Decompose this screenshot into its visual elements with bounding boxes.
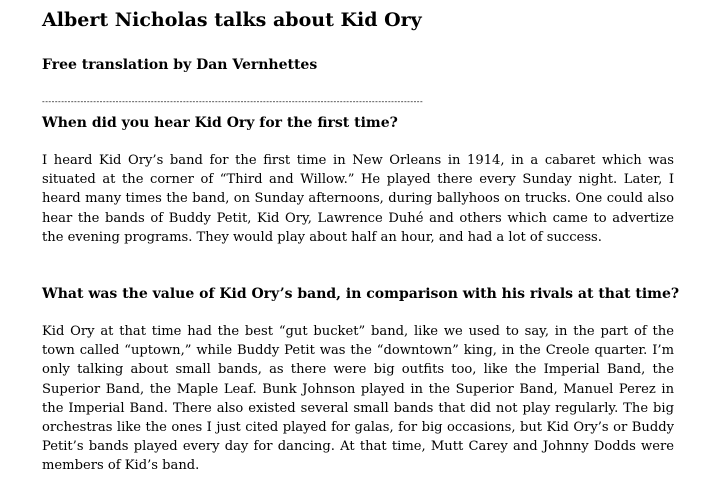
question-heading: When did you hear Kid Ory for the first time?	[42, 115, 398, 131]
answer-paragraph: I heard Kid Ory’s band for the first time in New Orleans in 1914, in a cabaret which was situated at the corner of “Third and Willow.” He played there every Sunday night. Later, I heard many times the band, on Sunday afternoons, during ballyhoos on trucks. One could also hear the bands of Buddy Petit, Kid Ory, Lawrence Duhé and others which came to advertize the evening programs. They would play about half an hour, and had a lot of success.	[42, 153, 674, 245]
dashed-separator: -----------------------------------------------------------------------------------------------------------------------	[42, 97, 424, 106]
translator-credit: Free translation by Dan Vernhettes	[42, 57, 318, 73]
question-heading: What was the value of Kid Ory’s band, in comparison with his rivals at that time?	[42, 286, 680, 302]
page-title: Albert Nicholas talks about Kid Ory	[42, 9, 422, 31]
answer-paragraph: Kid Ory at that time had the best “gut bucket” band, like we used to say, in the part of the town called “uptown,” while Buddy Petit was the “downtown” king, in the Creole quarter. I’m only talking about small bands, as there were big outfits too, like the Imperial Band, the Superior Band, the Maple Leaf. Bunk Johnson played in the Superior Band, Manuel Perez in the Imperial Band. There also existed several small bands that did not play regularly. The big orchestras like the ones I just cited played for galas, for big occasions, but Kid Ory’s or Buddy Petit’s bands played every day for dancing. At that time, Mutt Carey and Johnny Dodds were members of Kid’s band.	[42, 324, 674, 474]
